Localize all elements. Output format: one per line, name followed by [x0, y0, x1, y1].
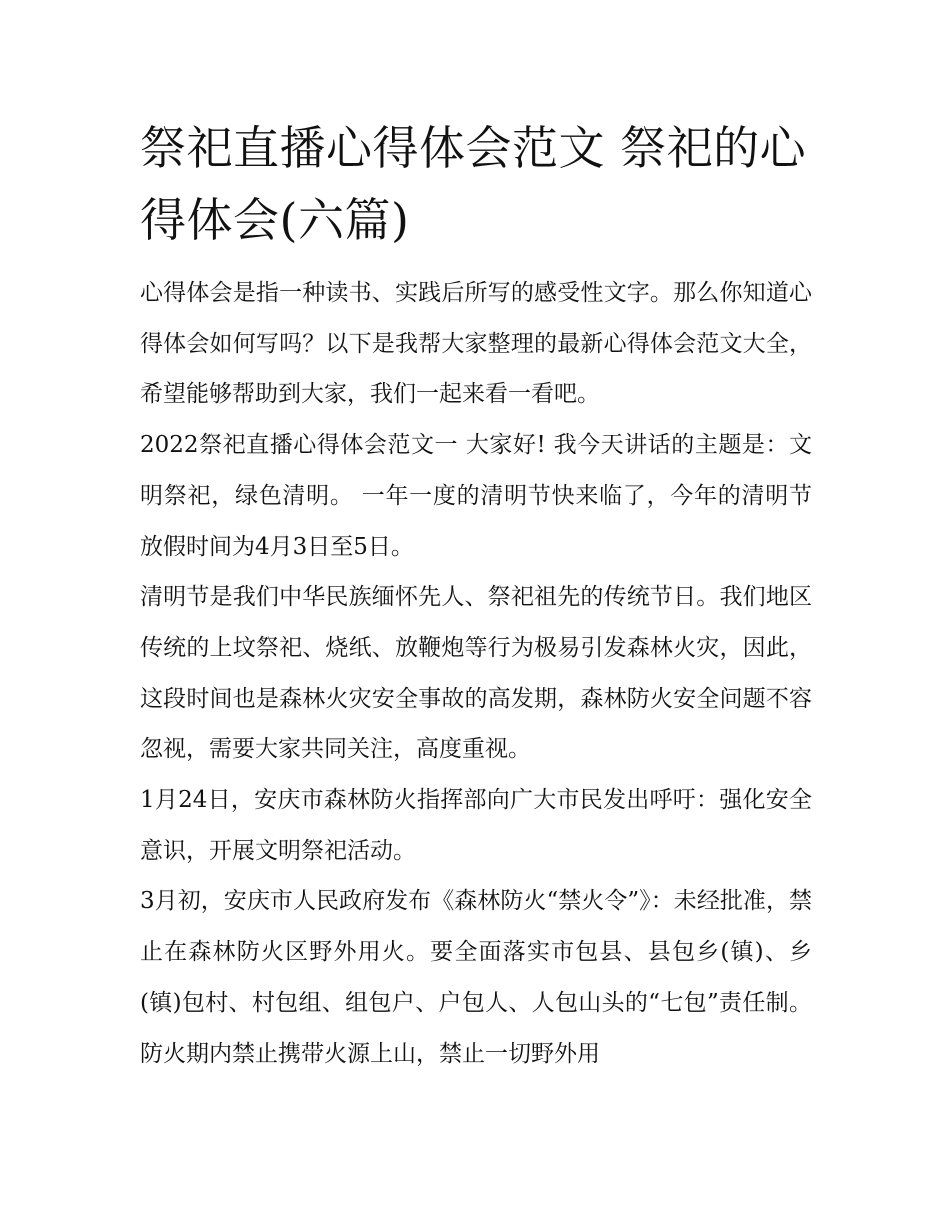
- document-title: 祭祀直播心得体会范文 祭祀的心得体会(六篇): [140, 121, 807, 247]
- document-content: [140, 112, 812, 1079]
- document-body: [140, 268, 812, 1079]
- paragraph-intro: 心得体会是指一种读书、实践后所写的感受性文字。那么你知道心得体会如何写吗？以下是我帮大家整理的最新心得体会范文大全，希望能够帮助到大家，我们一起来看一看吧。: [140, 280, 812, 408]
- paragraph-fire-risk: 清明节是我们中华民族缅怀先人、祭祀祖先的传统节日。我们地区传统的上坟祭祀、烧纸、放鞭炮等行为极易引发森林火灾，因此，这段时间也是森林火灾安全事故的高发期，森林防火安全问题不容忽视，需要大家共同关注，高度重视。: [140, 584, 812, 763]
- paragraph-fire-ban: 3月初，安庆市人民政府发布《森林防火“禁火令”》：未经批准，禁止在森林防火区野外用火。要全面落实市包县、县包乡(镇)、乡(镇)包村、村包组、组包户、户包人、人包山头的“七包”责任制。防火期内禁止携带火源上山，禁止一切野外用: [140, 888, 812, 1067]
- paragraph-appeal: 1月24日，安庆市森林防火指挥部向广大市民发出呼吁：强化安全意识，开展文明祭祀活动。: [140, 787, 812, 864]
- paragraph-speech-opening: 2022祭祀直播心得体会范文一 大家好! 我今天讲话的主题是：文明祭祀，绿色清明。 一年一度的清明节快来临了，今年的清明节放假时间为4月3日至5日。: [140, 432, 812, 560]
